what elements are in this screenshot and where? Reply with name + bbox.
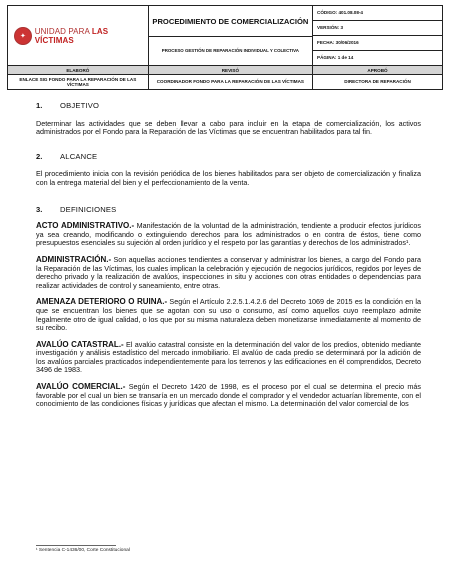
definition-term: ADMINISTRACIÓN.- [36, 254, 112, 264]
signature-value-reviso: COORDINADOR FONDO PARA LA REPARACIÓN DE LAS VÍCTIMAS [148, 75, 312, 90]
definition-text: Según el Artículo 2.2.5.1.4.2.6 del Decreto 1069 de 2015 es la condición en la que se encuentran los bienes que se agotan con su uso o consumo, así como aquellos cuyo reemplazo admite legalmente otro de igual calidad, o los que por su misma naturaleza deben monetizarse inmediatamente al momento de su recibo. [36, 297, 422, 333]
section-heading-objetivo: 1. OBJETIVO [36, 101, 100, 110]
meta-version: VERSIÓN: 3 [313, 21, 442, 36]
document-title: PROCEDIMIENTO DE COMERCIALIZACIÓN [149, 7, 312, 37]
definition-term: AVALÚO COMERCIAL.- [36, 382, 126, 392]
definition-term: ACTO ADMINISTRATIVO.- [36, 221, 135, 231]
meta-code: CÓDIGO: 401.08.08-4 [313, 6, 442, 21]
definition-term: AMENAZA DETERIORO O RUINA.- [36, 297, 168, 307]
objetivo-paragraph: Determinar las actividades que se deben llevar a cabo para incluir en la etapa de comercialización, los activos administrados por el Fondo para la Reparación de las Víctimas que se encuentran habilitados para tal fin. [36, 118, 421, 137]
section-heading-definiciones: 3. DEFINICIONES [36, 204, 117, 214]
signature-value-aprobo: DIRECTORA DE REPARACIÓN [313, 75, 443, 90]
footnote: ¹ Sentencia C-1436/00, Corte Constitucional [36, 548, 130, 553]
definition-text: Son aquellas acciones tendientes a conservar y administrar los bienes, a cargo del Fondo para la Reparación de las Víctimas, los cuales implican la celebración y ejecución de negocios jurídicos, regidos por leyes de derecho privado y la realización de avalúos, inspecciones in situ y acciones con otras entidades o dependencias para realizar actividades de control y saneamiento, entre otras. [36, 254, 421, 290]
meta-cell [313, 6, 443, 66]
signature-value-elaboro: ENLACE SIG FONDO PARA LA REPARACIÓN DE LAS VÍCTIMAS [8, 75, 149, 90]
coat-of-arms-icon: ✦ [14, 27, 32, 45]
alcance-paragraph: El procedimiento inicia con la revisión periódica de los bienes habilitados para ser objeto de comercialización y finaliza con la entrega material del bien y el perfeccionamiento de la venta. [36, 169, 421, 187]
definition-item [36, 298, 421, 332]
section-heading-alcance: 2. ALCANCE [36, 151, 98, 161]
definition-item [36, 341, 421, 375]
logo-cell [8, 6, 149, 66]
definition-text: El avalúo catastral consiste en la determinación del valor de los predios, obtenido mediante investigación y análisis estadístico del mercado inmobiliario. El avalúo de cada predio se determinará por la adición de los avalúos parciales practicados independientemente para los terrenos y las edificaciones en él comprendidos, Decreto 3496 de 1983. [36, 339, 421, 375]
definition-item [36, 383, 421, 409]
definition-text: Según el Decreto 1420 de 1998, es el proceso por el cual se determina el precio más favorable por el cual un bien se transaría en un mercado donde el comprador y el vendedor actuarían libremente, con el conocimiento de las condiciones físicas y jurídicas que afectan el mismo. La determinación del valor comercial de los [36, 382, 422, 409]
definition-item [36, 256, 421, 290]
logo-text-a: UNIDAD PARA [34, 26, 92, 36]
organization-logo [14, 27, 148, 45]
document-header-table [7, 5, 443, 90]
definition-text: Manifestación de la voluntad de la administración, tendiente a producir efectos jurídicos ya sea creando, modificando o extinguiendo derechos para los administrados o en contra de éstos, tiene como presupuestos esenciales su sujeción al orden jurídico y el respeto por las garantías y derechos de los administrados¹. [36, 221, 421, 248]
signature-header-elaboro: ELABORÓ [8, 66, 149, 75]
meta-page: PÁGINA: 1 de 14 [317, 55, 354, 60]
signature-header-aprobo: APROBÓ [313, 66, 443, 75]
definition-term: AVALÚO CATASTRAL.- [36, 339, 124, 349]
logo-text-b: LAS VÍCTIMAS [34, 26, 109, 45]
definition-item [36, 222, 421, 248]
document-body [36, 102, 421, 409]
footnote-separator [36, 545, 116, 546]
signature-header-reviso: REVISÓ [148, 66, 312, 75]
meta-date: FECHA: 30/06/2016 [313, 36, 442, 51]
title-cell [148, 6, 312, 66]
process-name: PROCESO GESTIÓN DE REPARACIÓN INDIVIDUAL Y COLECTIVA [161, 48, 299, 53]
